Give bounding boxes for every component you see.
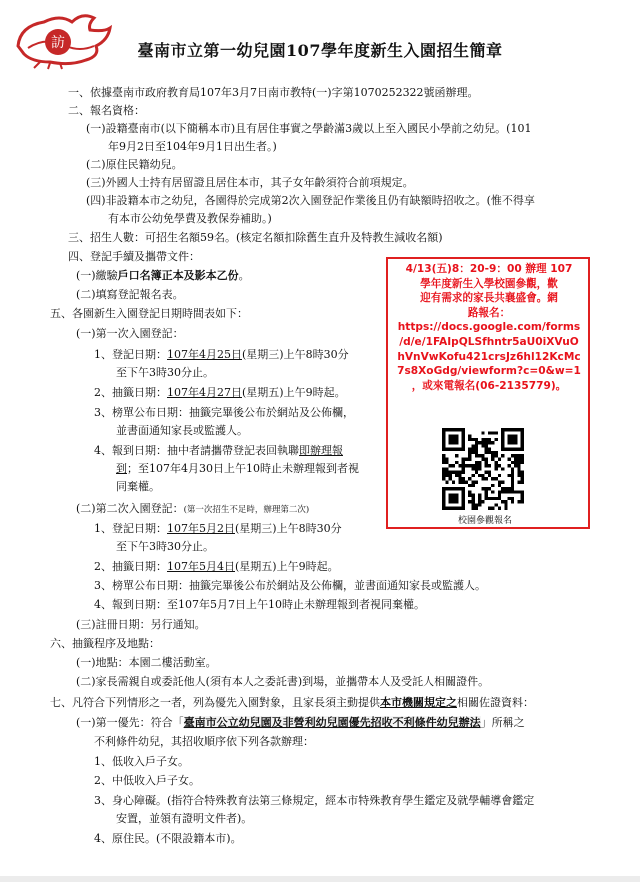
first-priority-line-2: 不利條件幼兒，其招收順序依下列各款辦理：	[94, 735, 314, 748]
notice-url-line[interactable]: https://docs.google.com/forms	[397, 321, 581, 334]
logo-emblem-text: 訪	[51, 35, 65, 51]
notice-line: 學年度新生入學校園參觀，歡	[420, 277, 558, 290]
first-list-date-line-1: 3、榜單公布日期：抽籤完畢後公布於網站及公佈欄，	[94, 406, 354, 419]
section-2-item-3: (三)外國人士持有居留證且居住本市，其子女年齡須符合前項規定。	[86, 176, 414, 189]
qr-code-icon[interactable]	[442, 428, 524, 510]
visit-notice-text	[392, 262, 586, 393]
second-registration-date: 1、登記日期：107年5月2日(星期三)上午8時30分	[94, 522, 342, 535]
second-report-date: 4、報到日期：至107年5月7日上午10時止未辦理報到者視同棄權。	[94, 598, 425, 611]
notice-phone-line: ，或來電報名(06-2135779)。	[411, 379, 567, 392]
section-1-text: 一、依據臺南市政府教育局107年3月7日南市教特(一)字第1070252322號函辦理。	[68, 86, 479, 99]
notice-line: 路報名：	[467, 306, 511, 319]
second-registration-date-end: 至下午3時30分止。	[116, 540, 214, 553]
first-priority-line-1: (一)第一優先：符合「臺南市公立幼兒園及非營利幼兒園優先招收不利條件幼兒辦法」所稱之	[76, 716, 525, 729]
page-title: 臺南市立第一幼兒園107學年度新生入園招生簡章	[137, 41, 503, 60]
priority-item-1: 1、低收入戶子女。	[94, 755, 189, 768]
notice-line: 4/13(五)8：20-9：00 辦理 107	[405, 263, 573, 275]
first-report-line-3: 同棄權。	[116, 480, 160, 493]
hen-logo-icon	[10, 6, 118, 70]
first-report-line-1: 4、報到日期：抽中者請攜帶登記表回執聯即辦理報	[94, 444, 343, 457]
section-3-text: 三、招生人數：可招生名額59名。(核定名額扣除舊生直升及特教生減收名額)	[68, 231, 443, 244]
section-2-item-1-line-2: 年9月2日至104年9月1日出生者。)	[108, 140, 277, 153]
section-6-item-1: (一)地點：本園二樓活動室。	[76, 656, 217, 669]
second-registration-heading: (二)第二次入園登記：(第一次招生不足時，辦理第二次)	[76, 502, 310, 515]
priority-item-4: 4、原住民。(不限設籍本市)。	[94, 832, 242, 845]
section-4-item-2: (二)填寫登記報名表。	[76, 288, 184, 301]
enrollment-date: (三)註冊日期：另行通知。	[76, 618, 206, 631]
section-2-item-2: (二)原住民籍幼兒。	[86, 158, 183, 171]
section-2-item-4-line-2: 有本市公幼免學費及教保券補助。)	[108, 212, 272, 225]
section-2-heading: 二、報名資格：	[68, 104, 145, 117]
section-2-item-1-line-1: (一)設籍臺南市(以下簡稱本市)且有居住事實之學齡滿3歲以上至入國民小學前之幼兒。(101	[86, 122, 532, 135]
priority-item-2: 2、中低收入戶子女。	[94, 774, 200, 787]
notice-url-line[interactable]: hVnVwKofu421crsJz6hl12KcMc	[397, 350, 581, 363]
section-5-heading: 五、各園新生入園登記日期時間表如下：	[50, 307, 248, 320]
first-registration-date-end: 至下午3時30分止。	[116, 366, 214, 379]
notice-url-line[interactable]: /d/e/1FAIpQLSfhntr5aU0iXVuO	[399, 335, 579, 348]
kindergarten-logo	[10, 6, 118, 70]
section-4-item-1: (一)繳驗戶口名簿正本及影本乙份。	[76, 269, 250, 282]
priority-item-3-line-1: 3、身心障礙。(指符合特殊教育法第三條規定，經本市特殊教育學生鑑定及就學輔導會鑑定	[94, 794, 535, 807]
qr-caption: 校園參觀報名	[457, 516, 512, 526]
notice-line: 迎有需求的家長共襄盛會。網	[420, 292, 558, 305]
second-list-date: 3、榜單公布日期：抽籤完畢後公布於網站及公佈欄，並書面通知家長或監護人。	[94, 579, 486, 592]
first-registration-date: 1、登記日期：107年4月25日(星期三)上午8時30分	[94, 348, 349, 361]
bottom-edge	[0, 876, 640, 882]
first-report-line-2: 到；至107年4月30日上午10時止未辦理報到者視	[116, 462, 359, 475]
section-4-heading: 四、登記手續及攜帶文件：	[68, 250, 200, 263]
second-draw-date: 2、抽籤日期：107年5月4日(星期五)上午9時起。	[94, 560, 339, 573]
section-6-item-2: (二)家長需親自或委託他人(須有本人之委託書)到場，並攜帶本人及受託人相關證件。	[76, 675, 490, 688]
notice-url-line[interactable]: 7s8XoGdg/viewform?c=0&w=1	[397, 365, 581, 378]
section-7-line-1: 七、凡符合下列情形之一者，列為優先入園對象，且家長須主動提供本市機關規定之相關佐證資料：	[50, 696, 534, 709]
priority-item-3-line-2: 安置，並領有證明文件者)。	[116, 812, 253, 825]
section-2-item-4-line-1: (四)非設籍本市之幼兒，各園得於完成第2次入園登記作業後且仍有缺額時招收之。(惟不得享	[86, 194, 535, 207]
section-6-heading: 六、抽籤程序及地點：	[50, 637, 160, 650]
first-draw-date: 2、抽籤日期：107年4月27日(星期五)上午9時起。	[94, 386, 346, 399]
first-registration-heading: (一)第一次入園登記：	[76, 327, 184, 340]
first-list-date-line-2: 並書面通知家長或監護人。	[116, 424, 248, 437]
